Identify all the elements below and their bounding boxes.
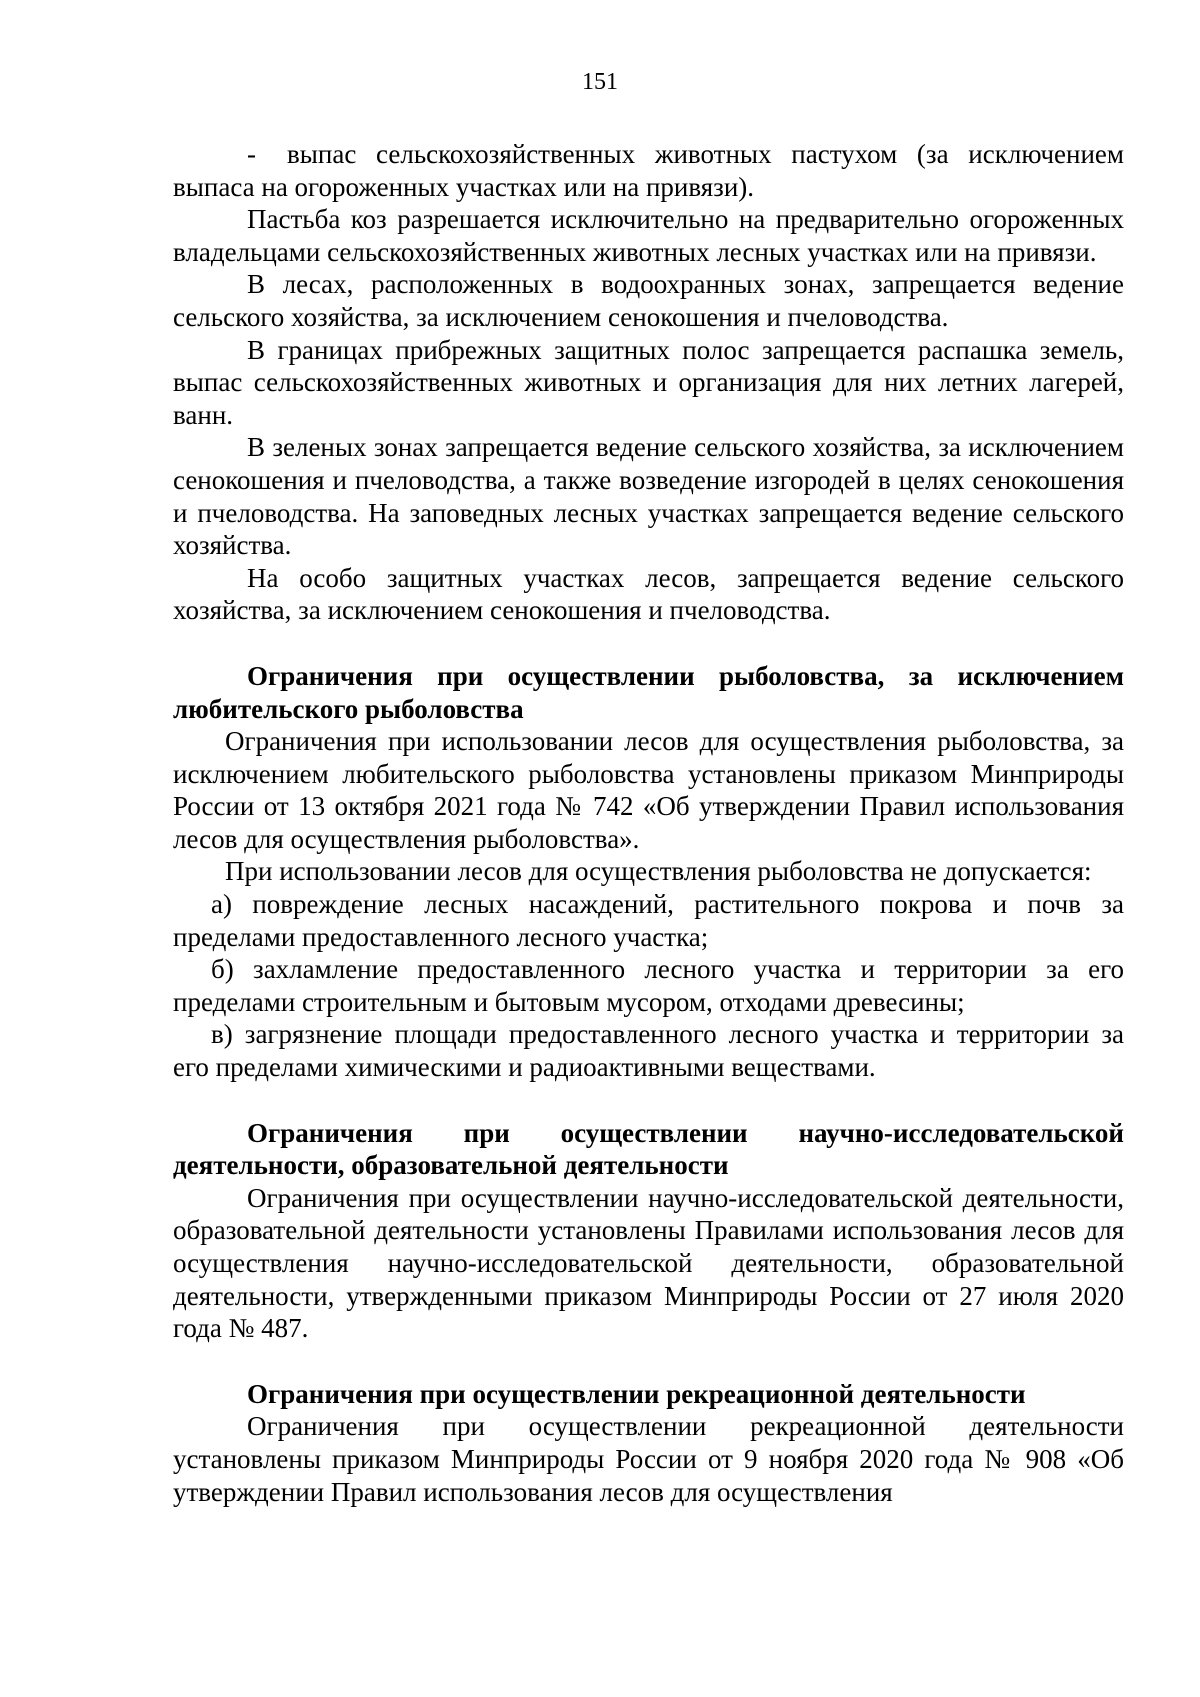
section-spacer xyxy=(173,1345,1124,1378)
dash-list-item-text: выпас сельскохозяйственных животных пастухом (за исключением выпаса на огороженных участках или на привязи). xyxy=(173,139,1124,202)
list-item-fishing-a: а) повреждение лесных насаждений, растительного покрова и почв за пределами предоставленного лесного участка; xyxy=(173,889,1124,952)
paragraph-research-rules: Ограничения при осуществлении научно-исследовательской деятельности, образовательной деятельности установлены Правилами использования лесов для осуществления научно-исследовательской деятельности, образовательной деятельности, утвержденными приказом Минприроды России от 27 июля 2020 года № 487. xyxy=(173,1182,1124,1344)
section-heading-fishing: Ограничения при осуществлении рыболовства, за исключением любительского рыболовства xyxy=(173,660,1124,724)
paragraph-fishing-prohibitions: При использовании лесов для осуществления рыболовства не допускается: xyxy=(225,856,1092,887)
paragraph-coastal-protective-strips: В границах прибрежных защитных полос запрещается распашка земель, выпас сельскохозяйственных животных и организация для них летних лагерей, ванн. xyxy=(173,334,1124,430)
list-item-fishing-b: б) захламление предоставленного лесного участка и территории за его пределами строительным и бытовым мусором, отходами древесины; xyxy=(173,954,1124,1017)
paragraph-water-protection-zones: В лесах, расположенных в водоохранных зонах, запрещается ведение сельского хозяйства, за исключением сенокошения и пчеловодства. xyxy=(173,269,1124,332)
section-heading-research: Ограничения при осуществлении научно-исследовательской деятельности, образовательной деятельности xyxy=(173,1117,1124,1181)
list-item-fishing-c: в) загрязнение площади предоставленного лесного участка и территории за его пределами химическими и радиоактивными веществами. xyxy=(173,1019,1124,1083)
section-heading-recreation: Ограничения при осуществлении рекреационной деятельности xyxy=(247,1378,1026,1409)
paragraph-specially-protected-areas: На особо защитных участках лесов, запрещается ведение сельского хозяйства, за исключением сенокошения и пчеловодства. xyxy=(173,562,1124,626)
section-spacer xyxy=(173,1084,1124,1117)
dash-list-item xyxy=(173,138,1124,203)
page-number: 151 xyxy=(582,69,618,95)
paragraph-fishing-order: Ограничения при использовании лесов для осуществления рыболовства, за исключением любительского рыболовства установлены приказом Минприроды России от 13 октября 2021 года № 742 «Об утверждении Правил использования лесов для осуществления рыболовства». xyxy=(173,726,1124,854)
section-spacer xyxy=(173,627,1124,660)
dash-marker: - xyxy=(247,139,256,169)
paragraph-recreation-order: Ограничения при осуществлении рекреационной деятельности установлены приказом Минприроды России от 9 ноября 2020 года № 908 «Об утверждении Правил использования лесов для осуществления xyxy=(173,1411,1124,1507)
paragraph-goat-grazing: Пастьба коз разрешается исключительно на предварительно огороженных владельцами сельскохозяйственных животных лесных участках или на привязи. xyxy=(173,204,1124,267)
page-content xyxy=(173,138,1124,1508)
paragraph-green-zones: В зеленых зонах запрещается ведение сельского хозяйства, за исключением сенокошения и пчеловодства, а также возведение изгородей в целях сенокошения и пчеловодства. На заповедных лесных участках запрещается ведение сельского хозяйства. xyxy=(173,432,1124,561)
